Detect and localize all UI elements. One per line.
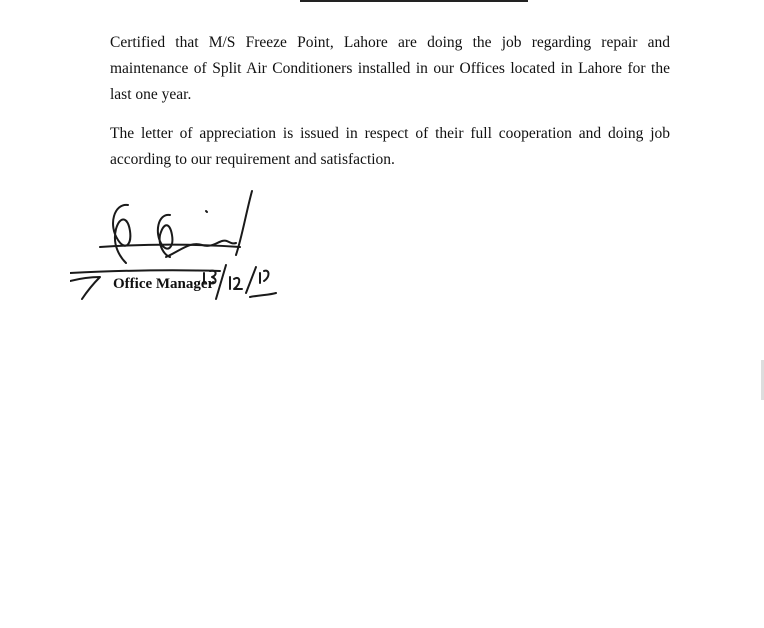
paragraph-appreciation: The letter of appreciation is issued in respect of their full cooperation and doing job according to our requirement and satisfaction. (110, 125, 670, 168)
signatory-designation: Office Manager (113, 276, 215, 292)
letter-body (110, 30, 670, 186)
top-rule (300, 0, 528, 2)
paragraph-certification: Certified that M/S Freeze Point, Lahore are doing the job regarding repair and maintenance of Split Air Conditioners installed in our Offices located in Lahore for the last one year. (110, 34, 670, 103)
